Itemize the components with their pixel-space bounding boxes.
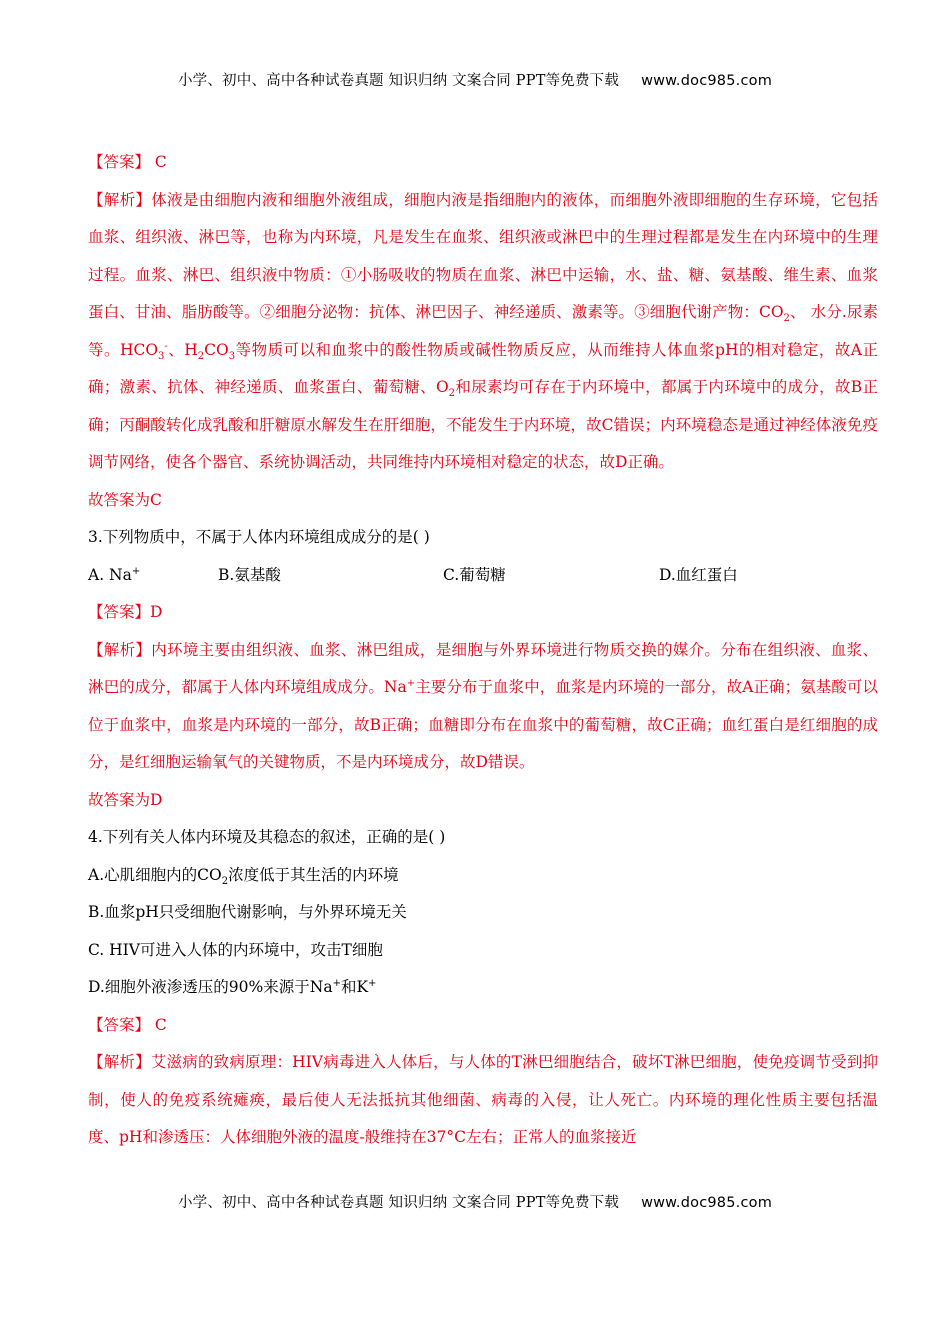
- header-site-link[interactable]: www.doc985.com: [641, 73, 773, 89]
- footer-text: 小学、初中、高中各种试卷真题 知识归纳 文案合同 PPT等免费下载: [177, 1195, 620, 1211]
- answer-3: 【答案】D: [88, 603, 163, 621]
- final-answer-3: 故答案为D: [88, 790, 163, 809]
- final-answer-1: 故答案为C: [88, 490, 162, 509]
- option-a: A. Na+: [88, 565, 141, 584]
- explanation-3: 【解析】内环境主要由组织液、血浆、淋巴组成，是细胞与外界环境进行物质交换的媒介。分布在组织液、血浆、淋巴的成分，都属于人体内环境组成成分。Na+主要分布于血浆中，血浆是内环境的一部分，故A正确；氨基酸可以位于血浆中，血浆是内环境的一部分，故B正确；血糖即分布在血浆中的葡萄糖，故C正确；血红蛋白是红细胞的成分，是红细胞运输氧气的关键物质，不是内环境成分，故D错误。: [88, 640, 878, 771]
- option-d: D.血红蛋白: [659, 565, 738, 584]
- question-3-options: [88, 557, 878, 595]
- question-4-option-c: C. HIV可进入人体的内环境中，攻击T细胞: [88, 940, 383, 959]
- explanation-label: 【解析】: [88, 640, 152, 659]
- option-b: B.氨基酸: [218, 565, 281, 584]
- header-text: 小学、初中、高中各种试卷真题 知识归纳 文案合同 PPT等免费下载: [177, 73, 620, 89]
- document-body: [88, 144, 878, 1157]
- question-4-option-b: B.血浆pH只受细胞代谢影响，与外界环境无关: [88, 903, 407, 921]
- answer-4: 【答案】 C: [88, 1015, 167, 1034]
- explanation-label: 【解析】: [88, 190, 152, 209]
- page-header: [0, 69, 950, 90]
- footer-site-link[interactable]: www.doc985.com: [641, 1195, 773, 1211]
- question-4-stem: 4.下列有关人体内环境及其稳态的叙述，正确的是( ): [88, 828, 446, 846]
- explanation-1: 【解析】体液是由细胞内液和细胞外液组成，细胞内液是指细胞内的液体，而细胞外液即细胞的生存环境，它包括血浆、组织液、淋巴等，也称为内环境，凡是发生在血浆、组织液或淋巴中的生理过程都是发生在内环境中的生理过程。血浆、淋巴、组织液中物质：①小肠吸收的物质在血浆、淋巴中运输，水、盐、糖、氨基酸、维生素、血浆蛋白、甘油、脂肪酸等。②细胞分泌物：抗体、淋巴因子、神经递质、激素等。③细胞代谢产物：$CO_2$、 水分.尿素等。$HCO_3^-$、$H_2CO_3$等物质可以和血浆中的酸性物质或碱性物质反应，从而维持人体血浆pH的相对稳定，故A正确；激素、抗体、神经递质、血浆蛋白、葡萄糖、$O_2$和尿素均可存在于内环境中，都属于内环境中的成分，故B正确；丙酮酸转化成乳酸和肝糖原水解发生在肝细胞，不能发生于内环境，故C错误；内环境稳态是通过神经体液免疫调节网络，使各个器官、系统协调活动，共同维持内环境相对稳定的状态，故D正确。: [88, 190, 878, 471]
- page-footer: [0, 1191, 950, 1212]
- question-4-option-a: A.心肌细胞内的$CO_2$浓度低于其生活的内环境: [88, 865, 399, 887]
- question-3-stem: 3.下列物质中，不属于人体内环境组成成分的是( ): [88, 528, 430, 546]
- question-4-option-d: D.细胞外液渗透压的90%来源于Na+和K+: [88, 977, 377, 996]
- explanation-4: 【解析】艾滋病的致病原理：HIV病毒进入人体后，与人体的T淋巴细胞结合，破坏T淋巴细胞，使免疫调节受到抑制，使人的免疫系统瘫痪，最后使人无法抵抗其他细菌、病毒的入侵，让人死亡。内环境的理化性质主要包括温度、pH和渗透压：人体细胞外液的温度-般维持在37°C左右；正常人的血浆接近: [88, 1053, 878, 1146]
- explanation-label: 【解析】: [88, 1053, 151, 1071]
- answer-1: 【答案】 C: [88, 153, 167, 171]
- option-c: C.葡萄糖: [443, 565, 506, 584]
